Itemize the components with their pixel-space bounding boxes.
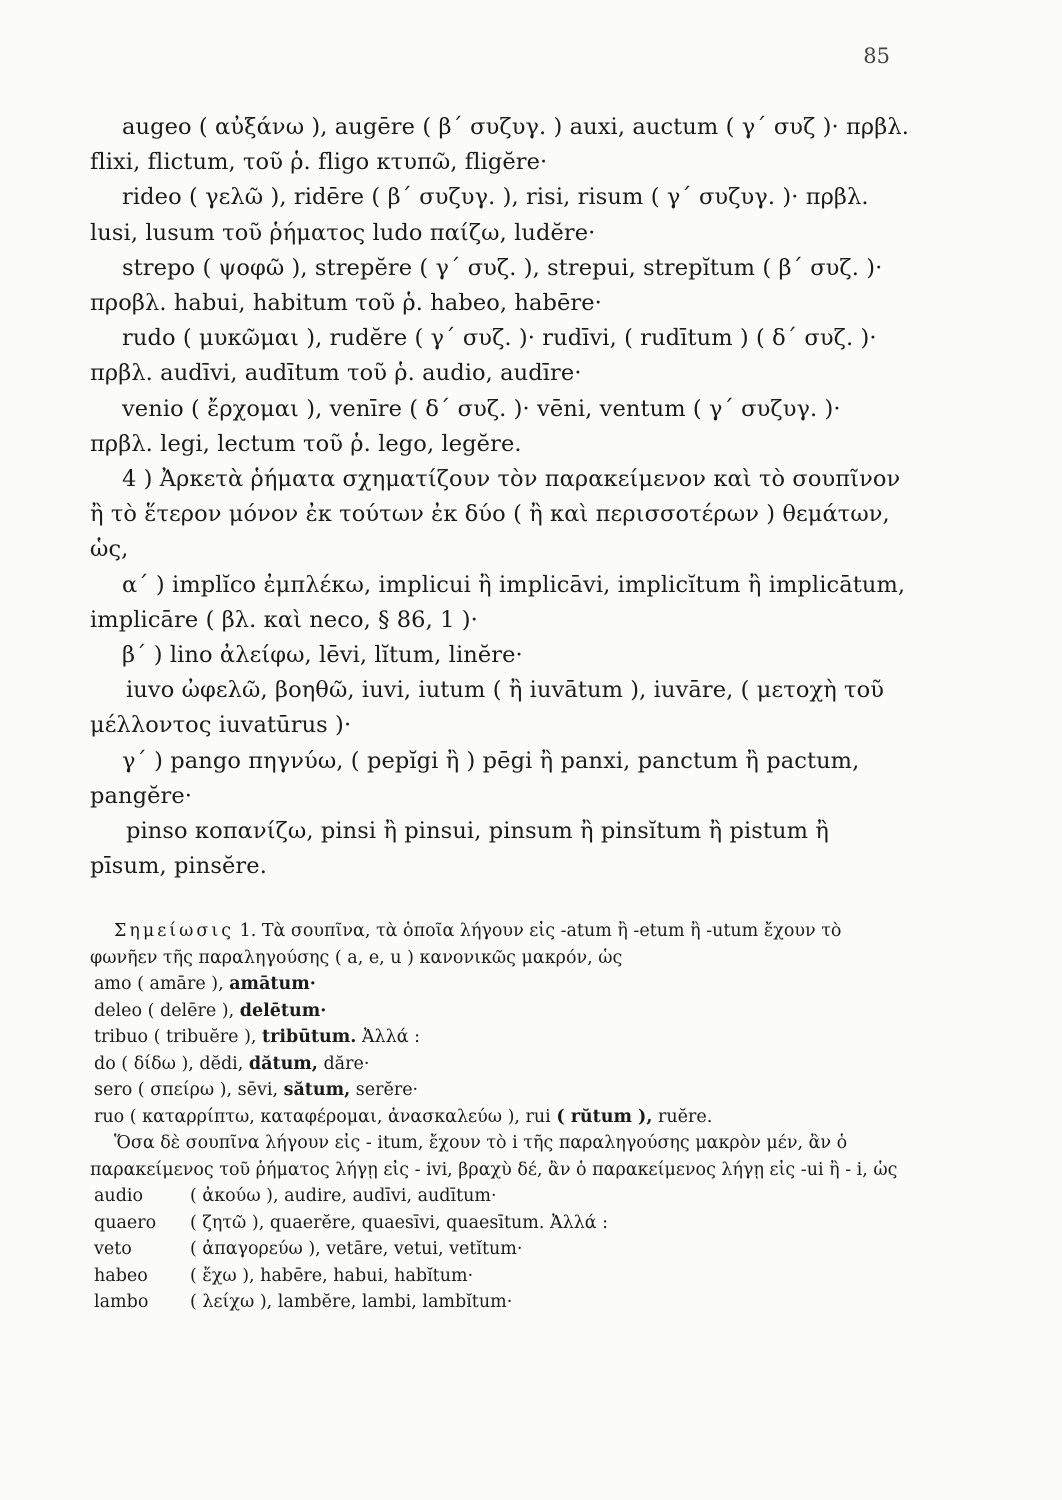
paragraph: 4 ) Ἀρκετὰ ῥήματα σχηματίζουν τὸν παρακείμενον καὶ τὸ σουπῖνον ἢ τὸ ἕτερον μόνον ἐκ τούτων ἐκ δύο ( ἢ καὶ περισσοτέρων ) θεμάτων, ὡς, — [90, 466, 901, 563]
item-text: sero ( σπείρω ), sēvi, — [94, 1080, 284, 1100]
list-item — [94, 1024, 910, 1051]
note-section — [90, 918, 910, 1316]
list-item — [94, 1289, 910, 1316]
item-text: do ( δίδω ), dĕdi, — [94, 1053, 249, 1074]
item-text: serĕre· — [350, 1080, 419, 1100]
item-text: tribuo ( tribuĕre ), — [94, 1027, 263, 1047]
paragraph: rudo ( μυκῶμαι ), rudĕre ( γ΄ συζ. )· rudīvi, ( rudītum ) ( δ΄ συζ. )· πρβλ. audīvi, audītum τοῦ ῥ. audio, audīre· — [90, 325, 877, 387]
note-label: Σημείωσις — [114, 921, 235, 941]
item-bold: delētum· — [239, 1000, 327, 1021]
item-text: amo ( amāre ), — [94, 974, 230, 994]
list-item — [94, 1051, 910, 1078]
list-item — [94, 971, 910, 998]
item-forms: ( ἔχω ), habēre, habui, habĭtum· — [190, 1265, 474, 1286]
paragraph: augeo ( αὐξάνω ), augēre ( β΄ συζυγ. ) auxi, auctum ( γ΄ συζ )· πρβλ. flixi, flictum, τοῦ ῥ. fligo κτυπῶ, fligĕre· — [90, 114, 909, 176]
paragraph: β΄ ) lino ἀλείφω, lēvi, lĭtum, linĕre· — [122, 642, 523, 669]
item-bold: amātum· — [229, 974, 316, 994]
main-text — [90, 110, 910, 884]
item-text: ruĕre. — [652, 1106, 713, 1127]
note-paragraph: Ὅσα δὲ σουπῖνα λήγουν εἰς - itum, ἔχουν τὸ i τῆς παραληγούσης μακρὸν μέν, ἂν ὁ παρακείμενος τοῦ ῥήματος λήγῃ εἰς - ivi, βραχὺ δέ, ἂν ὁ παρακείμενος λήγῃ εἰς -ui ἢ - i, ὡς — [90, 1133, 898, 1180]
paragraph: rideo ( γελῶ ), ridēre ( β΄ συζυγ. ), risi, risum ( γ΄ συζυγ. )· πρβλ. lusi, lusum τοῦ ῥήματος ludo παίζω, ludĕre· — [90, 184, 869, 246]
item-forms: ( ἀπαγορεύω ), vetāre, vetui, vetĭtum· — [190, 1239, 523, 1259]
paragraph: strepo ( ψοφῶ ), strepĕre ( γ΄ συζ. ), strepui, strepĭtum ( β΄ συζ. )· προβλ. habui, habitum τοῦ ῥ. habeo, habēre· — [90, 254, 883, 317]
item-forms: ( λείχω ), lambĕre, lambi, lambĭtum· — [190, 1292, 513, 1312]
list-item — [94, 1210, 910, 1237]
item-text: dăre· — [317, 1053, 370, 1074]
item-forms: ( ἀκούω ), audire, audīvi, audītum· — [190, 1186, 497, 1206]
paragraph: γ΄ ) pango πηγνύω, ( pepĭgi ἢ ) pēgi ἢ panxi, panctum ἢ pactum, pangĕre· — [90, 747, 860, 809]
item-verb: lambo — [94, 1292, 149, 1312]
list-item — [94, 1104, 910, 1131]
item-text: Ἀλλά : — [356, 1027, 421, 1047]
list-item — [94, 1263, 910, 1290]
note-intro-text: 1. Τὰ σουπῖνα, τὰ ὁποῖα λήγουν εἰς -atum ἢ -etum ἢ -utum ἔχουν τὸ φωνῆεν τῆς παραληγούσης ( a, e, u ) κανονικῶς μακρόν, ὡς — [90, 921, 842, 968]
page-number: 85 — [863, 44, 890, 68]
item-bold: sătum, — [283, 1080, 351, 1100]
note-intro — [90, 918, 910, 971]
item-text: ruo ( καταρρίπτω, καταφέρομαι, ἀνασκαλεύω ), rui — [94, 1106, 557, 1127]
item-verb: veto — [94, 1239, 132, 1259]
item-verb: audio — [94, 1186, 144, 1206]
example-list-1 — [90, 971, 910, 1130]
paragraph: venio ( ἔρχομαι ), venīre ( δ΄ συζ. )· vēni, ventum ( γ΄ συζυγ. )· πρβλ. legi, lectum τοῦ ῥ. lego, legĕre. — [90, 395, 841, 457]
example-list-2 — [90, 1183, 910, 1316]
item-verb: quaero — [94, 1212, 157, 1233]
item-bold: ( rŭtum ), — [556, 1106, 653, 1127]
item-forms: ( ζητῶ ), quaerĕre, quaesīvi, quaesītum. Ἀλλά : — [190, 1212, 609, 1233]
list-item — [94, 998, 910, 1025]
paragraph: pinso κοπανίζω, pinsi ἢ pinsui, pinsum ἢ pinsĭtum ἢ pistum ἢ pīsum, pinsĕre. — [90, 818, 829, 880]
list-item — [94, 1077, 910, 1104]
item-text: deleo ( delēre ), — [94, 1000, 240, 1021]
list-item — [94, 1236, 910, 1263]
paragraph: α΄ ) implĭco ἐμπλέκω, implicui ἢ implicāvi, implicĭtum ἢ implicātum, implicāre ( βλ. καὶ neco, § 86, 1 )· — [90, 571, 906, 633]
item-bold: dătum, — [248, 1053, 318, 1074]
item-bold: tribūtum. — [262, 1027, 357, 1047]
item-verb: habeo — [94, 1265, 148, 1286]
paragraph: iuvo ὠφελῶ, βοηθῶ, iuvi, iutum ( ἢ iuvātum ), iuvāre, ( μετοχὴ τοῦ μέλλοντος iuvatūrus )· — [90, 677, 885, 739]
list-item — [94, 1183, 910, 1210]
